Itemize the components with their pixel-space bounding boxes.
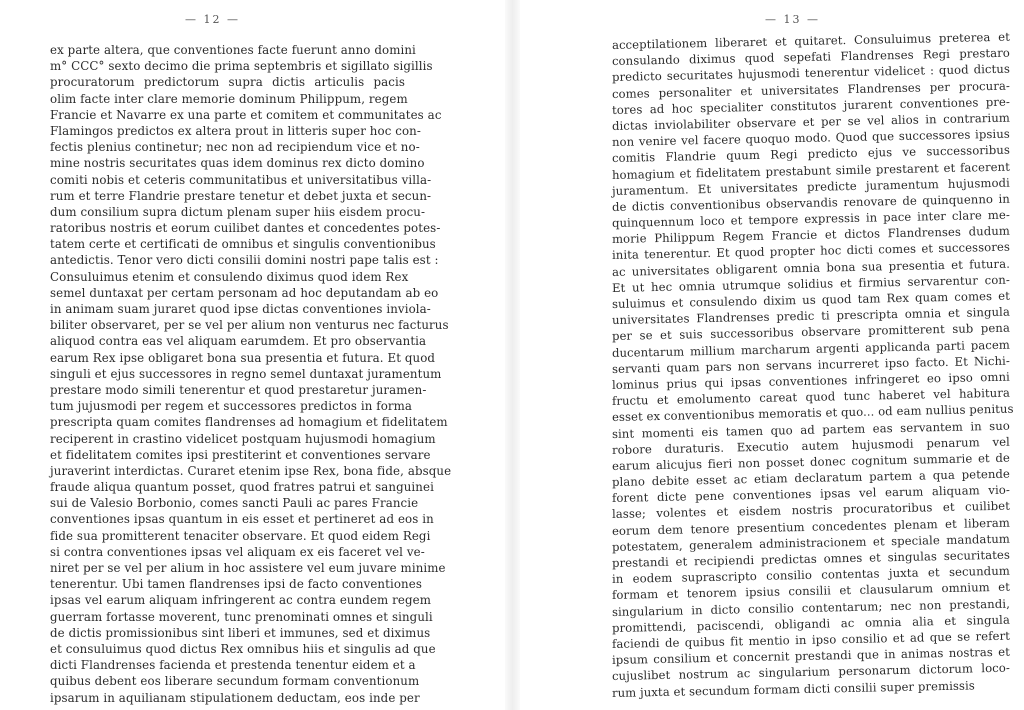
text-line: conventiones ipsas quantum in eis esset et pertineret ad eos in <box>50 512 434 527</box>
text-line: prestandi et recipiendi predictas omnes et singulas securitates <box>611 547 1011 570</box>
text-line: juraverint interdictas. Curaret etenim ipse Rex, bona fide, absque <box>50 463 452 478</box>
text-line: Flamingos predictos ex altera prout in litteris super hoc con- <box>50 123 421 138</box>
text-line: lasse; volentes et eisdem nostris procuratoribus et cuilibet <box>611 499 1011 522</box>
text-line: rum juxta et secundum formam dicti consilii super premissis <box>611 677 976 700</box>
text-line: juramentum. Et universitates predicte juramentum hujusmodi <box>611 175 1011 198</box>
text-line: singuli et ejus successores in regno semel duntaxat juramentum <box>50 366 442 381</box>
text-line: si contra conventiones ipsas vel aliquam ex eis faceret vel ve- <box>50 544 425 559</box>
text-line: semel duntaxat per certam personam ad hoc deputandam ab eo <box>50 285 439 300</box>
text-line: tatem certe et certificati de omnibus et singulis conventionibus <box>50 237 436 252</box>
text-line: et fidelitatem comites ipsi prestiterint et conventiones servare <box>50 447 431 462</box>
text-line: ratoribus nostris et eorum cuilibet dantes et concedentes potes- <box>50 221 441 236</box>
text-line: universitates Flandrenses predic ti prescripta omnia et singula <box>611 304 1011 328</box>
text-line: dicti Flandrenses facienda et prestenda tenentur eidem et a <box>50 658 416 673</box>
text-line: forent dicte pene conventiones ipsas vel earum aliquam vio- <box>611 482 1011 506</box>
text-line: antedictis. Tenor vero dicti consilii domini nostri pape talis est : <box>50 253 439 268</box>
text-line: in eodem suprascripto consilio contentas juxta et secundum <box>611 563 1011 587</box>
text-line: predicto securitates hujusmodi tenerentur videlicet : quod dictus <box>611 62 1011 85</box>
text-line: dictas inviolabiliter observare et per se vel alios in contrarium <box>611 110 1011 133</box>
text-line: olim facte inter clare memorie dominum Philippum, regem <box>50 91 408 106</box>
text-line: tenerentur. Ubi tamen flandrenses ipsi de facto conventiones <box>50 577 422 592</box>
text-line: earum alicujus fieri non posset donec cognitum summarie et de <box>611 450 1011 473</box>
text-line: servanti quam pars non servans incurreret ipso facto. Et Nichi- <box>611 353 1011 376</box>
text-line: formam et tenorem ipsius consilii et clausularum omnium et <box>611 580 1011 603</box>
text-line: lominus prius qui ipsas conventiones infringeret eo ipso omni <box>611 369 1011 392</box>
text-line: fraude aliqua quantum posset, quod fratres patrui et sanguinei <box>50 480 434 495</box>
text-line: de dictis promissionibus sint liberi et immunes, sed et diximus <box>50 625 431 640</box>
text-line: sui de Valesio Borbonio, comes sancti Pauli ac pares Francie <box>50 496 419 511</box>
text-line: tores ad hoc specialiter constitutos jurarent conventiones pre- <box>611 94 1011 117</box>
text-line: biliter observaret, per se vel per alium non venturus nec facturus <box>50 318 449 333</box>
text-line: fide sua promitterent tenaciter observare. Et quod eidem Regi <box>50 528 431 543</box>
text-line: in animam suam juraret quod ipse dictas conventiones inviola- <box>50 302 431 316</box>
text-line: ipsas vel earum aliquam infringerent ac contra eundem regem <box>50 593 432 608</box>
text-line: Consuluimus etenim et consulendo diximus quod idem Rex <box>50 269 409 284</box>
text-line: Francie et Navarre ex una parte et comitem et communitates ac <box>50 107 442 122</box>
text-line: robore duraturis. Executio autem hujusmodi penarum vel <box>611 434 1011 457</box>
text-line: sint momenti eis tamen quo ad partem eas servantem in suo <box>611 418 1011 441</box>
right-page <box>520 0 1024 710</box>
left-page <box>0 0 505 710</box>
text-line: cujuslibet nostrum ac singularium personarum dictorum loco- <box>611 660 1011 684</box>
left-page-number: — 12 — <box>185 13 240 26</box>
text-line: non venire vel facere quoquo modo. Quod que successores ipsius <box>611 126 1011 150</box>
text-line: per se et suis successoribus observare promitterent sub pena <box>611 321 1011 344</box>
text-line: ipsarum in aquilianam stipulationem deductam, eos inde per <box>50 690 420 705</box>
text-line: quibus debent eos liberare secundum formam conventionum <box>50 674 420 689</box>
right-page-text <box>611 29 1014 701</box>
text-line: procuratorum predictorum supra dictis articulis pacis <box>50 75 405 90</box>
text-line: prestare modo simili tenerentur et quod prestaretur juramen- <box>50 382 427 397</box>
text-line: fectis plenius continetur; nec non ad recipiendum vice et no- <box>50 140 420 155</box>
text-line: ipsum consilium et concernit prestandi que in animas nostras et <box>611 644 1011 668</box>
text-line: ac universitates obligarent omnia bona sua presentia et futura. <box>611 256 1011 279</box>
left-page-text <box>50 42 452 706</box>
book-gutter <box>505 0 520 710</box>
text-line: ex parte altera, que conventiones facte fuerunt anno domini <box>50 43 416 57</box>
text-line: guerram fortasse moverent, tunc prenominati omnes et singuli <box>50 609 433 624</box>
text-line: singularium in dicto consilio contentarum; nec non prestandi, <box>611 596 1011 619</box>
text-line: de dictis conventionibus observandis renovare de quinquenno in <box>611 191 1011 214</box>
text-line: suluimus et consulendo dixim us quod tam Rex quam comes et <box>611 288 1011 311</box>
text-line: rum et terre Flandrie prestare tenetur et debet juxta et secun- <box>50 188 432 203</box>
text-line: quinquennum loco et tempore expressis in pace inter clare me- <box>611 207 1011 231</box>
text-line: et consuluimus quod dictus Rex omnibus hiis et singulis ad que <box>50 641 436 656</box>
text-line: Et ut hec omnia utrumque solidius et firmius servarentur con- <box>611 272 1011 295</box>
text-line: eorum dem tenore presentium concedentes plenam et liberam <box>611 515 1011 538</box>
text-line: inita tenerentur. Et quod propter hoc dicti comes et successores <box>611 240 1011 263</box>
text-line: tum jujusmodi per regem et successores predictos in forma <box>50 399 413 414</box>
text-line: promittendi, paciscendi, obligandi ac omnia alia et singula <box>611 612 1011 635</box>
text-line: prescripta quam comites flandrenses ad homagium et fidelitatem <box>50 415 448 430</box>
text-line: ducentarum millium marcharum argenti applicanda parti pacem <box>611 337 1011 360</box>
text-line: comitis Flandrie quum Regi predicto ejus ve successoribus <box>611 142 1011 166</box>
text-line: consulando diximus quod sepefati Flandrenses Regi prestaro <box>611 45 1011 69</box>
text-line: reciperent in crastino videlicet postquam hujusmodi homagium <box>50 431 436 446</box>
text-line: esset ex conventionibus memoratis et quo... od eam nullius penitus <box>611 401 1014 425</box>
text-line: morie Philippum Regem Francie et dictos Flandrenses dudum <box>611 223 1011 247</box>
text-line: aliquod contra eas vel aliquam earumdem. Et pro observantia <box>50 334 427 349</box>
text-line: homagium et fidelitatem prestabunt simile prestarent et facerent <box>611 159 1011 182</box>
text-line: mine nostris securitates quas idem dominus rex dicto domino <box>50 156 425 171</box>
text-line: faciendi de quibus fit mentio in ipso consilio et ad que se refert <box>611 628 1011 651</box>
text-line: niret per se vel per alium in hoc assistere vel eum juvare minime <box>50 561 446 575</box>
text-line: potestatem, generalem administracionem et speciale mandatum <box>611 531 1011 554</box>
text-line: comes personaliter et universitates Flandrenses per procura- <box>611 78 1011 101</box>
text-line: dum consilium supra dictum plenam super hiis eisdem procu- <box>50 204 426 219</box>
text-line: fructu et emolumento careat quod tunc haberet vel habitura <box>611 385 1011 409</box>
text-line: earum Rex ipse obligaret bona sua presentia et futura. Et quod <box>50 350 436 365</box>
text-line: acceptilationem liberaret et quitaret. Consuluimus preterea et <box>611 29 1011 52</box>
right-page-number: — 13 — <box>765 13 820 26</box>
text-line: plano debite esset ac etiam declaratum partem a qua petende <box>611 466 1011 490</box>
text-line: m° CCC° sexto decimo die prima septembris et sigillato sigillis <box>50 59 433 74</box>
text-line: comiti nobis et ceteris communitatibus et universitatibus villa- <box>50 172 432 187</box>
